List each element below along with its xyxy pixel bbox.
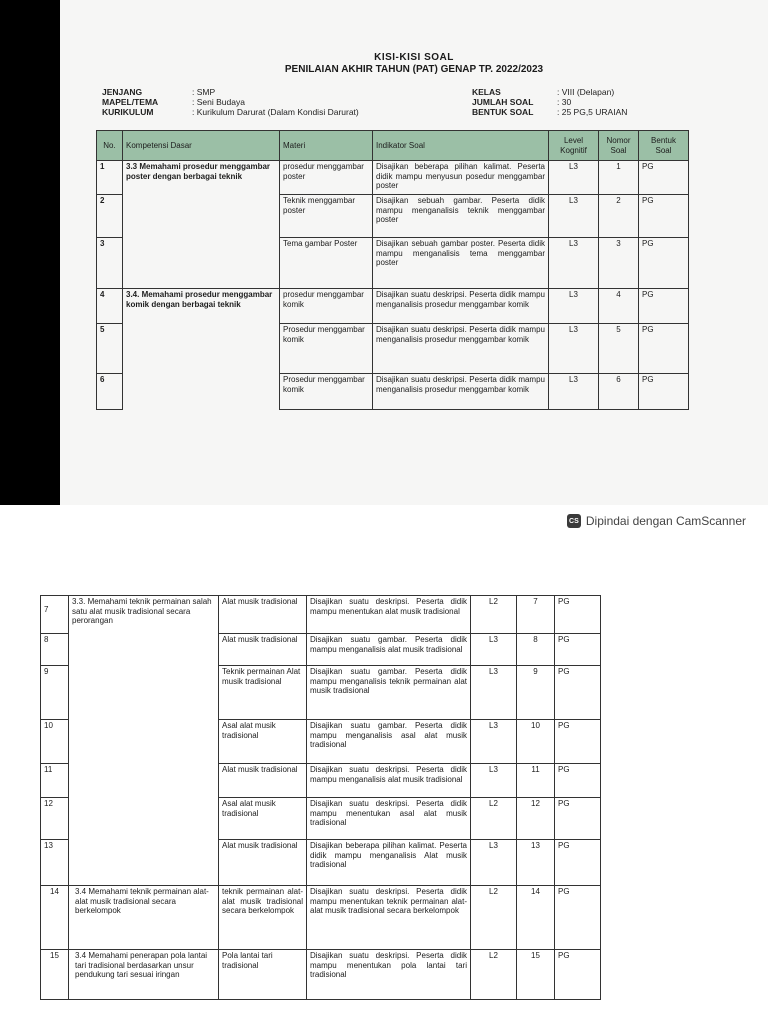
row-materi: Asal alat musik tradisional <box>219 720 307 764</box>
row-indikator: Disajikan beberapa pilihan kalimat. Peserta didik mampu menganalisis Alat musik tradisional <box>307 840 471 886</box>
row-nomor: 7 <box>517 596 555 634</box>
row-bentuk: PG <box>639 195 689 238</box>
meta-right <box>472 87 627 117</box>
row-level: L3 <box>549 374 599 410</box>
jenjang-value: : SMP <box>192 87 216 97</box>
row-materi: Teknik permainan Alat musik tradisional <box>219 666 307 720</box>
row-nomor: 9 <box>517 666 555 720</box>
row-level: L3 <box>549 289 599 324</box>
row-no: 9 <box>41 666 69 720</box>
row-nomor: 6 <box>599 374 639 410</box>
jumlah-value: : 30 <box>557 97 572 107</box>
row-no: 3 <box>97 238 123 289</box>
row-bentuk: PG <box>639 374 689 410</box>
table-row <box>41 886 601 950</box>
row-indikator: Disajikan suatu deskripsi. Peserta didik mampu menentukan asal alat musik tradisional <box>307 798 471 840</box>
kd-cell: 3.4 Memahami teknik permainan alat-alat musik tradisional secara berkelompok <box>69 886 219 950</box>
col-nomor: Nomor Soal <box>599 131 639 161</box>
row-no: 11 <box>41 764 69 798</box>
row-nomor: 14 <box>517 886 555 950</box>
kelas-value: : VIII (Delapan) <box>557 87 615 97</box>
row-bentuk: PG <box>555 596 601 634</box>
row-level: L3 <box>471 666 517 720</box>
row-materi: Pola lantai tari tradisional <box>219 950 307 1000</box>
col-no: No. <box>97 131 123 161</box>
row-bentuk: PG <box>555 886 601 950</box>
row-no: 1 <box>97 161 123 195</box>
row-level: L3 <box>471 720 517 764</box>
row-no: 12 <box>41 798 69 840</box>
row-no: 10 <box>41 720 69 764</box>
row-level: L3 <box>549 238 599 289</box>
row-level: L3 <box>549 324 599 374</box>
row-materi: Alat musik tradisional <box>219 764 307 798</box>
row-materi: Alat musik tradisional <box>219 840 307 886</box>
kisi-table-2 <box>40 595 601 1000</box>
row-indikator: Disajikan suatu gambar. Peserta didik mampu menganalisis alat musik tradisional <box>307 634 471 666</box>
row-materi: Prosedur menggambar komik <box>280 374 373 410</box>
row-indikator: Disajikan suatu deskripsi. Peserta didik mampu menganalisis prosedur menggambar komik <box>373 289 549 324</box>
table-row <box>41 596 601 634</box>
row-materi: prosedur menggambar poster <box>280 161 373 195</box>
jenjang-label: JENJANG <box>102 87 143 97</box>
row-materi: Teknik menggambar poster <box>280 195 373 238</box>
row-no: 6 <box>97 374 123 410</box>
row-indikator: Disajikan suatu deskripsi. Peserta didik mampu menentukan alat musik tradisional <box>307 596 471 634</box>
row-bentuk: PG <box>555 764 601 798</box>
table-row <box>97 289 689 324</box>
row-materi: Tema gambar Poster <box>280 238 373 289</box>
row-materi: teknik permainan alat-alat musik tradisional secara berkelompok <box>219 886 307 950</box>
row-level: L2 <box>471 950 517 1000</box>
row-materi: Alat musik tradisional <box>219 596 307 634</box>
row-nomor: 3 <box>599 238 639 289</box>
jumlah-label: JUMLAH SOAL <box>472 97 534 107</box>
row-materi: Asal alat musik tradisional <box>219 798 307 840</box>
bentuk-label: BENTUK SOAL <box>472 107 534 117</box>
row-nomor: 11 <box>517 764 555 798</box>
col-kd: Kompetensi Dasar <box>123 131 280 161</box>
scanned-page-1 <box>60 0 768 505</box>
row-bentuk: PG <box>555 634 601 666</box>
row-bentuk: PG <box>639 161 689 195</box>
row-bentuk: PG <box>639 324 689 374</box>
doc-subtitle: PENILAIAN AKHIR TAHUN (PAT) GENAP TP. 2022/2023 <box>284 64 544 75</box>
row-indikator: Disajikan suatu deskripsi. Peserta didik mampu menganalisis prosedur menggambar komik <box>373 374 549 410</box>
kd-cell: 3.4 Memahami penerapan pola lantai tari tradisional berdasarkan unsur pendukung tari sesuai iringan <box>69 950 219 1000</box>
row-level: L2 <box>471 886 517 950</box>
row-indikator: Disajikan sebuah gambar. Peserta didik mampu menganalisis teknik menggambar poster <box>373 195 549 238</box>
kd-cell: 3.3 Memahami prosedur menggambar poster dengan berbagai teknik <box>123 161 280 289</box>
row-bentuk: PG <box>639 238 689 289</box>
row-nomor: 15 <box>517 950 555 1000</box>
kd-cell: 3.4. Memahami prosedur menggambar komik dengan berbagai teknik <box>123 289 280 410</box>
col-indikator: Indikator Soal <box>373 131 549 161</box>
row-no: 15 <box>41 950 69 1000</box>
bentuk-value: : 25 PG,5 URAIAN <box>557 107 628 117</box>
row-level: L3 <box>549 195 599 238</box>
row-bentuk: PG <box>555 720 601 764</box>
table-header-row <box>97 131 689 161</box>
row-materi: prosedur menggambar komik <box>280 289 373 324</box>
row-materi: Alat musik tradisional <box>219 634 307 666</box>
row-no: 2 <box>97 195 123 238</box>
row-level: L3 <box>471 840 517 886</box>
row-bentuk: PG <box>555 950 601 1000</box>
col-bentuk: Bentuk Soal <box>639 131 689 161</box>
row-level: L2 <box>471 798 517 840</box>
col-materi: Materi <box>280 131 373 161</box>
kisi-table-1 <box>96 130 689 410</box>
row-indikator: Disajikan suatu deskripsi. Peserta didik mampu menentukan teknik permainan alat-alat musik tradisional secara berkelompok <box>307 886 471 950</box>
row-no: 8 <box>41 634 69 666</box>
mapel-value: : Seni Budaya <box>192 97 245 107</box>
row-nomor: 2 <box>599 195 639 238</box>
row-no: 14 <box>41 886 69 950</box>
row-level: L3 <box>471 634 517 666</box>
row-materi: Prosedur menggambar komik <box>280 324 373 374</box>
row-bentuk: PG <box>639 289 689 324</box>
mapel-label: MAPEL/TEMA <box>102 97 159 107</box>
row-indikator: Disajikan sebuah gambar poster. Peserta didik mampu menganalisis tema menggambar poster <box>373 238 549 289</box>
row-level: L3 <box>549 161 599 195</box>
row-level: L3 <box>471 764 517 798</box>
row-bentuk: PG <box>555 798 601 840</box>
row-level: L2 <box>471 596 517 634</box>
col-level: Level Kognitif <box>549 131 599 161</box>
row-indikator: Disajikan suatu gambar. Peserta didik mampu menganalisis teknik permainan alat musik tradisional <box>307 666 471 720</box>
row-indikator: Disajikan suatu gambar. Peserta didik mampu menganalisis asal alat musik tradisional <box>307 720 471 764</box>
row-nomor: 1 <box>599 161 639 195</box>
camscanner-label: Dipindai dengan CamScanner <box>585 514 746 528</box>
doc-title: KISI-KISI SOAL <box>374 52 454 63</box>
meta-left <box>102 87 359 117</box>
row-nomor: 12 <box>517 798 555 840</box>
row-indikator: Disajikan beberapa pilihan kalimat. Peserta didik mampu menyusun posedur menggambar poster <box>373 161 549 195</box>
kelas-label: KELAS <box>472 87 501 97</box>
row-no: 5 <box>97 324 123 374</box>
row-nomor: 4 <box>599 289 639 324</box>
row-no: 13 <box>41 840 69 886</box>
row-bentuk: PG <box>555 666 601 720</box>
row-nomor: 10 <box>517 720 555 764</box>
row-no: 7 <box>41 596 69 634</box>
kurikulum-label: KURIKULUM <box>102 107 154 117</box>
row-indikator: Disajikan suatu deskripsi. Peserta didik mampu menentukan pola lantai tari tradisional <box>307 950 471 1000</box>
table-row <box>41 950 601 1000</box>
kurikulum-value: : Kurikulum Darurat (Dalam Kondisi Darurat) <box>192 107 359 117</box>
camscanner-icon: CS <box>567 514 581 528</box>
row-nomor: 8 <box>517 634 555 666</box>
row-nomor: 13 <box>517 840 555 886</box>
table-row <box>97 161 689 195</box>
camscanner-watermark <box>567 514 746 528</box>
row-nomor: 5 <box>599 324 639 374</box>
row-bentuk: PG <box>555 840 601 886</box>
kd-cell: 3.3. Memahami teknik permainan salah satu alat musik tradisional secara perorangan <box>69 596 219 886</box>
row-indikator: Disajikan suatu deskripsi. Peserta didik mampu menganalisis prosedur menggambar komik <box>373 324 549 374</box>
scanned-page-2 <box>0 543 768 1024</box>
row-indikator: Disajikan suatu deskripsi. Peserta didik mampu menganalisis alat musik tradisional <box>307 764 471 798</box>
row-no: 4 <box>97 289 123 324</box>
